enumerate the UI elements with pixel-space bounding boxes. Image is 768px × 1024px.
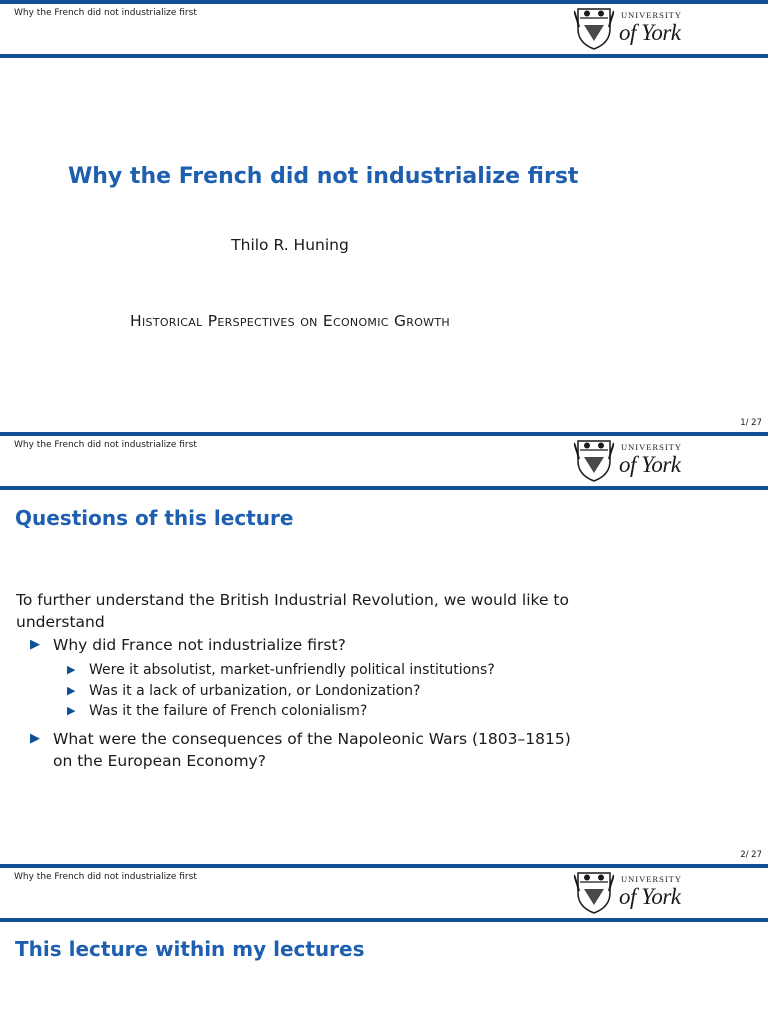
bullet-list [30, 634, 590, 772]
header-top-rule [0, 432, 768, 436]
crest-icon [574, 5, 614, 51]
bullet-arrow-icon: ▶ [67, 704, 76, 717]
intro-text: To further understand the British Industrial Revolution, we would like to understand [16, 591, 569, 631]
bullet-text: Why did France not industrialize first? [53, 636, 346, 654]
bullet-text: What were the consequences of the Napoleonic Wars (1803–1815) on the European Economy? [53, 729, 571, 770]
sub-bullet-text: Were it absolutist, market-unfriendly political institutions? [89, 662, 495, 678]
university-logo [574, 5, 694, 51]
frame-title: Questions of this lecture [15, 506, 294, 530]
list-item [67, 701, 590, 722]
header-top-rule [0, 0, 768, 4]
bullet-arrow-icon: ▶ [30, 730, 40, 746]
frame-title: This lecture within my lectures [15, 937, 365, 961]
bullet-arrow-icon: ▶ [30, 637, 40, 652]
author-name: Thilo R. Huning [231, 236, 349, 254]
header-title: Why the French did not industrialize first [14, 440, 197, 450]
logo-york-text: of York [619, 20, 681, 45]
header-title: Why the French did not industrialize first [14, 872, 197, 882]
header-bottom-rule [0, 918, 768, 922]
list-item [67, 681, 590, 702]
page-number: 1/ 27 [740, 418, 762, 428]
list-item [30, 728, 590, 772]
logo-york-text: of York [619, 884, 681, 909]
logo-university-text: UNIVERSITY [621, 874, 682, 884]
header-top-rule [0, 864, 768, 868]
list-item [30, 634, 590, 722]
logo-university-text: UNIVERSITY [621, 442, 682, 452]
header-bottom-rule [0, 54, 768, 58]
slide-3 [0, 864, 768, 1024]
header-title: Why the French did not industrialize first [14, 8, 197, 18]
sub-bullet-text: Was it the failure of French colonialism? [89, 703, 368, 719]
logo-york-text: of York [619, 452, 681, 477]
crest-icon [574, 437, 614, 483]
presentation-title: Why the French did not industrialize first [68, 164, 579, 189]
bullet-arrow-icon: ▶ [67, 663, 76, 676]
sub-bullet-text: Was it a lack of urbanization, or Londonization? [89, 682, 421, 699]
list-item [67, 660, 590, 681]
crest-icon [574, 869, 614, 915]
course-name: Historical Perspectives on Economic Growth [130, 312, 450, 330]
slide-1 [0, 0, 768, 432]
bullet-arrow-icon: ▶ [67, 683, 76, 697]
page-number: 2/ 27 [740, 850, 762, 860]
slide-2 [0, 432, 768, 864]
logo-university-text: UNIVERSITY [621, 10, 682, 20]
header-bottom-rule [0, 486, 768, 490]
university-logo [574, 437, 694, 483]
sub-bullet-list [67, 660, 590, 722]
university-logo [574, 869, 694, 915]
